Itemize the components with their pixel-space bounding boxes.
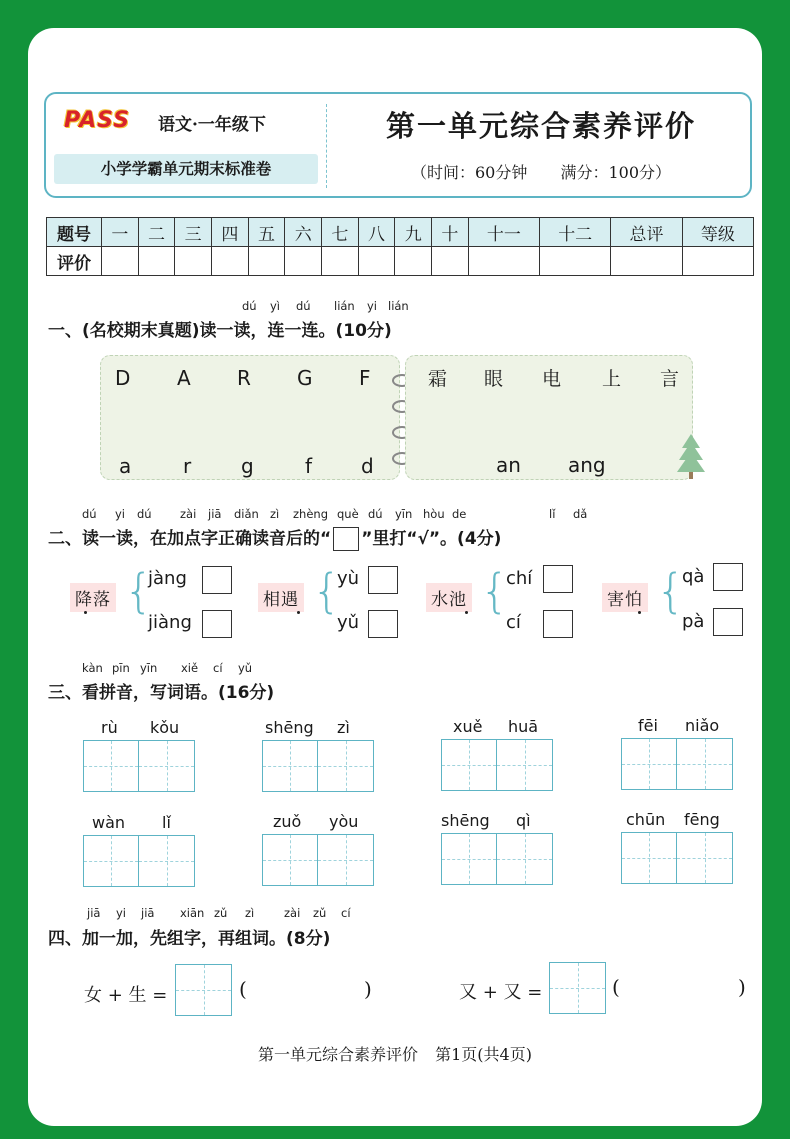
emphasis-dot [465,611,468,614]
pinyin-prompt: xuě [453,717,483,736]
pinyin-annotation: lián [388,299,409,313]
pinyin-annotation: jiā [141,906,155,920]
col-header: 九 [395,218,432,247]
col-header: 七 [322,218,359,247]
col-header: 十一 [468,218,539,247]
pinyin-prompt: wàn [92,813,126,832]
answer-checkbox[interactable] [543,565,573,593]
capital-letter: R [237,366,251,390]
character-answer-box[interactable] [175,964,232,1016]
writing-cell[interactable] [497,740,552,790]
pinyin-annotation: yīn [395,507,413,521]
writing-cell[interactable] [550,963,605,1013]
question-1-title: 一、(名校期末真题)读一读，连一连。(10分) [48,321,392,341]
pinyin-option: jàng [148,568,187,589]
pinyin-option: qà [682,566,705,587]
writing-cell[interactable] [622,739,677,789]
footer-title: 第一单元综合素养评价 [258,1045,419,1064]
pinyin-annotation: dǎ [573,507,588,521]
chinese-character: 电 [542,368,562,390]
emphasis-dot [84,611,87,614]
writing-cell[interactable] [622,833,677,883]
lowercase-letter: r [183,454,192,478]
word-answer-field[interactable] [252,976,356,1004]
writing-cell[interactable] [263,741,318,791]
writing-cell[interactable] [318,741,373,791]
answer-checkbox[interactable] [368,566,398,594]
answer-checkbox[interactable] [202,610,232,638]
pinyin-annotation: zài [180,507,197,521]
question-2-title [48,524,501,551]
answer-checkbox[interactable] [543,610,573,638]
answer-checkbox[interactable] [368,610,398,638]
target-word: 害怕 [602,583,648,612]
writing-grid[interactable] [621,738,733,790]
character-answer-box[interactable] [549,962,606,1014]
capital-letter: F [359,366,371,390]
pinyin-annotation: hòu [423,507,445,521]
score-cell[interactable] [248,247,285,276]
open-paren: ( [612,975,620,999]
lowercase-letter: f [305,454,313,478]
target-word: 水池 [426,583,472,612]
pinyin-option: yǔ [337,612,360,633]
pinyin-annotation: zài [284,906,301,920]
target-word: 降落 [70,583,116,612]
emphasis-dot [638,611,641,614]
pinyin-annotation: zǔ [313,906,327,920]
pinyin-annotation: yi [116,906,127,920]
score-cell[interactable] [138,247,175,276]
score-cell[interactable] [682,247,753,276]
pinyin-annotation: jiā [87,906,101,920]
pinyin-annotation: kàn [82,661,103,675]
writing-cell[interactable] [263,835,318,885]
pinyin-annotation: jiā [208,507,222,521]
pinyin-annotation: cí [213,661,223,675]
open-paren: ( [239,977,247,1001]
target-word: 相遇 [258,583,304,612]
pinyin-annotation: zì [270,507,280,521]
chinese-character: 言 [660,368,680,390]
chinese-character: 霜 [428,368,448,390]
col-header: 八 [358,218,395,247]
writing-grid[interactable] [83,740,195,792]
writing-cell[interactable] [442,834,497,884]
page-footer [0,1042,790,1065]
close-paren: ) [364,977,372,1001]
answer-checkbox[interactable] [713,608,743,636]
pinyin-prompt: shēng [265,718,314,737]
score-table-eval-row [47,247,754,276]
full-score: 满分：100分） [560,163,671,182]
score-cell[interactable] [468,247,539,276]
question-3-title: 三、看拼音，写词语。(16分) [48,683,275,703]
pinyin-annotation: yi [367,299,378,313]
exam-meta [346,160,736,183]
brace-icon: { [480,564,510,618]
score-cell[interactable] [611,247,682,276]
word-answer-field[interactable] [626,974,730,1002]
pinyin-prompt: fēi [638,716,658,735]
pinyin-prompt: kǒu [150,718,180,737]
pinyin-annotation: lǐ [549,507,556,521]
pinyin-prompt: shēng [441,811,490,830]
pinyin-annotation: xiě [181,661,199,675]
chinese-character: 眼 [484,368,504,390]
pinyin-annotation: pīn [112,661,130,675]
writing-cell[interactable] [677,739,732,789]
writing-cell[interactable] [677,833,732,883]
close-paren: ) [738,975,746,999]
answer-checkbox[interactable] [202,566,232,594]
lowercase-letter: g [241,454,254,478]
header-divider [326,104,327,188]
pinyin-option: yù [337,568,360,589]
col-header: 总评 [611,218,682,247]
pinyin-option: jiàng [148,612,192,633]
score-cell[interactable] [395,247,432,276]
pinyin-annotation: yì [270,299,281,313]
writing-cell[interactable] [497,834,552,884]
lowercase-letter: d [361,454,374,478]
writing-grid[interactable] [262,834,374,886]
score-table [46,217,754,276]
capital-letter: G [297,366,313,390]
pinyin-annotation: yīn [140,661,158,675]
pinyin-prompt: qì [516,811,531,830]
characters-board [405,355,693,480]
writing-cell[interactable] [84,836,139,886]
pine-tree-icon [676,432,706,480]
col-header: 一 [102,218,139,247]
pinyin-option: pà [682,611,705,632]
pinyin-option: cí [506,612,521,633]
col-header: 六 [285,218,322,247]
col-header: 五 [248,218,285,247]
writing-cell[interactable] [139,836,194,886]
brace-icon: { [312,564,342,618]
writing-cell[interactable] [84,741,139,791]
score-cell[interactable] [102,247,139,276]
pinyin-annotation: dú [296,299,311,313]
pinyin-annotation: dú [368,507,383,521]
pinyin-annotation: zì [245,906,255,920]
col-header: 等级 [682,218,753,247]
character-equation: 女 + 生 = [84,985,168,1006]
pinyin-final: ang [568,453,606,477]
score-table-header-row [47,218,754,247]
writing-grid[interactable] [441,739,553,791]
pinyin-annotation: dú [242,299,257,313]
pass-logo: PASS [64,108,131,133]
col-header: 三 [175,218,212,247]
score-cell[interactable] [212,247,249,276]
col-header: 四 [212,218,249,247]
pinyin-annotation: cí [341,906,351,920]
col-header: 十二 [540,218,611,247]
question-2-title-part2: ”里打“√”。(4分) [361,529,502,549]
pinyin-prompt: niǎo [685,716,720,735]
capital-letter: A [177,366,191,390]
score-cell[interactable] [175,247,212,276]
pinyin-annotation: zhèng [293,507,328,521]
writing-cell[interactable] [139,741,194,791]
pinyin-annotation: zǔ [214,906,228,920]
pinyin-prompt: huā [508,717,539,736]
brace-icon: { [124,564,154,618]
writing-grid[interactable] [441,833,553,885]
pinyin-annotation: lián [334,299,355,313]
row-label-question: 题号 [47,218,102,247]
pinyin-annotation: de [452,507,467,521]
pinyin-annotation: yǔ [238,661,253,675]
brace-icon: { [656,564,686,618]
question-4-title: 四、加一加，先组字，再组词。(8分) [48,929,331,949]
pinyin-prompt: lǐ [162,813,171,832]
series-name: 小学学霸单元期末标准卷 [54,154,318,184]
sample-answer-box [333,527,359,551]
pinyin-prompt: rù [101,718,118,737]
pinyin-prompt: zì [337,718,350,737]
score-cell[interactable] [285,247,322,276]
pinyin-annotation: yi [115,507,126,521]
question-2-title-part1: 二、读一读，在加点字正确读音后的“ [48,529,332,549]
character-equation: 又 + 又 = [459,982,543,1003]
writing-cell[interactable] [442,740,497,790]
subject-grade: 语文·一年级下 [158,115,266,135]
pinyin-prompt: fēng [684,810,720,829]
writing-cell[interactable] [318,835,373,885]
pinyin-final: an [496,453,521,477]
capital-letter: D [115,366,131,390]
answer-checkbox[interactable] [713,563,743,591]
page-number: 第1页(共4页) [435,1045,532,1064]
writing-grid[interactable] [83,835,195,887]
pinyin-annotation: diǎn [234,507,259,521]
row-label-eval: 评价 [47,247,102,276]
score-cell[interactable] [322,247,359,276]
score-cell[interactable] [358,247,395,276]
score-cell[interactable] [540,247,611,276]
exam-header [44,92,752,198]
pinyin-prompt: zuǒ [273,812,302,831]
pinyin-annotation: xiān [180,906,205,920]
pinyin-annotation: què [337,507,359,521]
writing-grid[interactable] [621,832,733,884]
pinyin-prompt: chūn [626,810,666,829]
emphasis-dot [297,611,300,614]
time-limit: （时间：60分钟 [410,163,528,182]
score-cell[interactable] [432,247,469,276]
chinese-character: 上 [602,368,622,390]
writing-cell[interactable] [176,965,231,1015]
col-header: 十 [432,218,469,247]
pinyin-prompt: yòu [329,812,359,831]
letters-board [100,355,400,480]
col-header: 二 [138,218,175,247]
writing-grid[interactable] [262,740,374,792]
exam-title: 第一单元综合素养评价 [385,109,696,143]
lowercase-letter: a [119,454,132,478]
pinyin-option: chí [506,568,533,589]
pinyin-annotation: dú [137,507,152,521]
pinyin-annotation: dú [82,507,97,521]
